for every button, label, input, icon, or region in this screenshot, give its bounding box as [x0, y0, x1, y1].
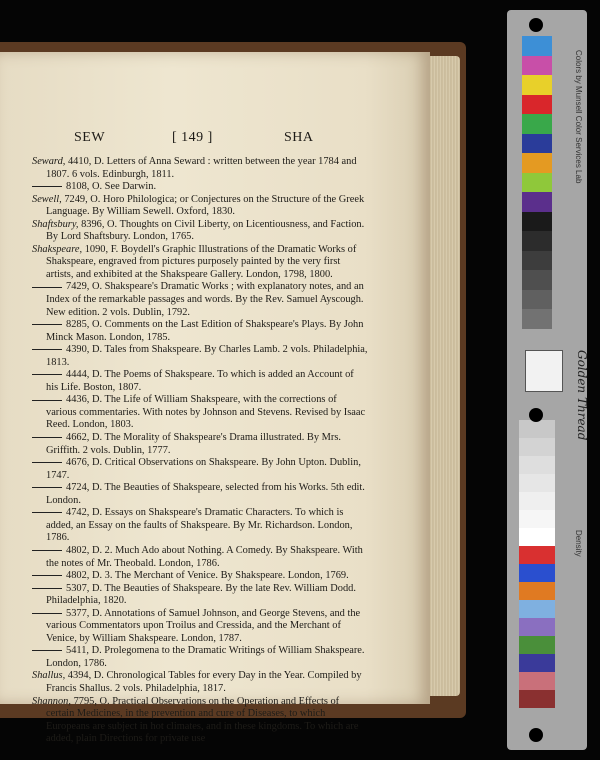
card-hole-top — [529, 18, 543, 32]
page-number: [ 149 ] — [172, 130, 213, 145]
entry-author: Sewell, — [32, 193, 62, 205]
entry-text: 4394, D. Chronological Tables for every Day in the Year. Compiled by Francis Shallus. 2 vols. Philadelphia, 1817. — [46, 670, 362, 694]
catalog-entry — [32, 545, 368, 570]
entry-text: 4802, D. 3. The Merchant of Venice. By Shakspeare. London, 1769. — [66, 570, 349, 582]
catalog-entry — [32, 244, 368, 282]
grey-swatch — [519, 510, 555, 528]
color-swatch — [522, 95, 552, 115]
ditto-dash — [32, 437, 62, 438]
color-swatch — [522, 56, 552, 76]
entry-text: 4436, D. The Life of William Shakspeare, with the corrections of various commentaries. With notes by Johnson and Stevens. Revised by Isaac Reed. London, 1803. — [46, 394, 366, 431]
ditto-dash — [32, 613, 62, 614]
color-swatch — [522, 251, 552, 271]
ditto-dash — [32, 462, 62, 463]
catalog-entries — [32, 156, 368, 746]
catalog-entry — [32, 457, 368, 482]
color-swatch — [522, 75, 552, 95]
greyscale-swatches — [519, 420, 555, 708]
card-bottom-label: Density — [574, 530, 583, 557]
grey-swatch — [519, 672, 555, 690]
grey-swatch — [519, 564, 555, 582]
entry-text: 4676, D. Critical Observations on Shakspeare. By John Upton. Dublin, 1747. — [46, 457, 361, 481]
ditto-dash — [32, 374, 62, 375]
card-top-label: Colors by Munsell Color Services Lab — [574, 50, 583, 184]
running-head — [0, 130, 430, 148]
entry-text: 7795, O. Practical Observations on the Operation and Effects of certain Medicines, in the prevention and cure of Diseases, to which Europeans are subject in hot climates, and in these kingdoms. To which are added, plain Directions for private use — [46, 695, 359, 745]
grey-swatch — [519, 528, 555, 546]
grey-swatch — [519, 438, 555, 456]
card-hole-bottom — [529, 728, 543, 742]
grey-swatch — [519, 456, 555, 474]
grey-swatch — [519, 492, 555, 510]
ditto-dash — [32, 512, 62, 513]
entry-author: Shakspeare, — [32, 243, 83, 255]
catalog-entry — [32, 645, 368, 670]
color-swatch — [522, 192, 552, 212]
ditto-dash — [32, 400, 62, 401]
color-swatch — [522, 270, 552, 290]
entry-author: Shaftsbury, — [32, 218, 79, 230]
running-head-right: SHA — [284, 130, 314, 145]
ditto-dash — [32, 575, 62, 576]
catalog-entry — [32, 319, 368, 344]
catalog-entry — [32, 156, 368, 181]
catalog-entry — [32, 583, 368, 608]
color-swatch — [522, 309, 552, 329]
color-swatch — [522, 290, 552, 310]
color-swatch — [522, 153, 552, 173]
ditto-dash — [32, 324, 62, 325]
scale-target — [525, 350, 563, 392]
catalog-entry — [32, 369, 368, 394]
catalog-entry — [32, 482, 368, 507]
color-swatch — [522, 173, 552, 193]
catalog-entry — [32, 219, 368, 244]
catalog-entry — [32, 696, 368, 746]
entry-text: 4444, D. The Poems of Shakspeare. To which is added an Account of his Life. Boston, 1807. — [46, 369, 354, 393]
ditto-dash — [32, 588, 62, 589]
book-page — [0, 52, 430, 745]
entry-text: 7249, O. Horo Philologica; or Conjectures on the Structure of the Greek Language. By William Sewell. Oxford, 1830. — [46, 193, 365, 218]
entry-author: Seward, — [32, 156, 66, 167]
entry-text: 5377, D. Annotations of Samuel Johnson, and George Stevens, and the various Commentators upon Troilus and Cressida, and the Merchant of Venice, by William Shakspeare. London, 1787. — [46, 607, 361, 644]
page-edges — [430, 56, 460, 696]
color-swatches — [522, 36, 552, 329]
entry-text: 4742, D. Essays on Shakspeare's Dramatic Characters. To which is added, an Essay on the faults of Shakspeare. By Mr. Richardson. London, 1786. — [46, 507, 353, 544]
catalog-entry — [32, 570, 368, 583]
entry-author: Shannon, — [32, 695, 71, 707]
grey-swatch — [519, 654, 555, 672]
card-hole-middle — [529, 408, 543, 422]
catalog-entry — [32, 344, 368, 369]
grey-swatch — [519, 600, 555, 618]
card-brand: Golden Thread — [575, 350, 589, 441]
color-swatch — [522, 114, 552, 134]
color-calibration-card — [507, 10, 587, 750]
catalog-entry — [32, 608, 368, 646]
grey-swatch — [519, 636, 555, 654]
ditto-dash — [32, 650, 62, 651]
entry-author: Shallus, — [32, 670, 66, 682]
color-swatch — [522, 212, 552, 232]
entry-text: 4390, D. Tales from Shakspeare. By Charles Lamb. 2 vols. Philadelphia, 1813. — [46, 344, 368, 368]
grey-swatch — [519, 546, 555, 564]
entry-text: 8108, O. See Darwin. — [66, 181, 157, 193]
catalog-entry — [32, 432, 368, 457]
entry-text: 5307, D. The Beauties of Shakspeare. By the late Rev. William Dodd. Philadelphia, 1820. — [46, 582, 356, 607]
ditto-dash — [32, 287, 62, 288]
entry-text: 7429, O. Shakspeare's Dramatic Works ; with explanatory notes, and an Index of the remarkable passages and words. By the Rev. Samuel Ayscough. New edition. 2 vols. Dublin, 1792. — [46, 281, 364, 318]
entry-text: 1090, F. Boydell's Graphic Illustrations of the Dramatic Works of Shakspeare, engraved from pictures purposely painted by the very first artists, and exhibited at the Shakspeare Gallery. London, 1798, 1800. — [46, 243, 357, 280]
entry-text: 5411, D. Prolegomena to the Dramatic Writings of William Shakspeare. London, 1786. — [46, 645, 365, 669]
catalog-entry — [32, 670, 368, 695]
entry-text: 4662, D. The Morality of Shakspeare's Drama illustrated. By Mrs. Griffith. 2 vols. Dublin, 1777. — [46, 432, 341, 456]
color-swatch — [522, 134, 552, 154]
ditto-dash — [32, 487, 62, 488]
color-swatch — [522, 36, 552, 56]
color-swatch — [522, 231, 552, 251]
entry-text: 4724, D. The Beauties of Shakspeare, selected from his Works. 5th edit. London. — [46, 482, 365, 506]
ditto-dash — [32, 186, 62, 187]
entry-text: 8396, O. Thoughts on Civil Liberty, on Licentiousness, and Faction. By Lord Shaftsbury. London, 1765. — [46, 218, 365, 243]
grey-swatch — [519, 474, 555, 492]
grey-swatch — [519, 420, 555, 438]
ditto-dash — [32, 349, 62, 350]
entry-text: 4802, D. 2. Much Ado about Nothing. A Comedy. By Shakspeare. With the notes of Mr. Theobald. London, 1786. — [46, 544, 363, 569]
catalog-entry — [32, 194, 368, 219]
ditto-dash — [32, 550, 62, 551]
grey-swatch — [519, 618, 555, 636]
catalog-entry — [32, 394, 368, 432]
grey-swatch — [519, 690, 555, 708]
entry-text: 8285, O. Comments on the Last Edition of Shakspeare's Plays. By John Minck Mason. London, 1785. — [46, 319, 364, 343]
catalog-entry — [32, 507, 368, 545]
entry-text: 4410, D. Letters of Anna Seward : written between the year 1784 and 1807. 6 vols. Edinburgh, 1811. — [46, 156, 357, 180]
grey-swatch — [519, 582, 555, 600]
catalog-entry — [32, 181, 368, 194]
catalog-entry — [32, 281, 368, 319]
running-head-left: SEW — [74, 130, 106, 145]
